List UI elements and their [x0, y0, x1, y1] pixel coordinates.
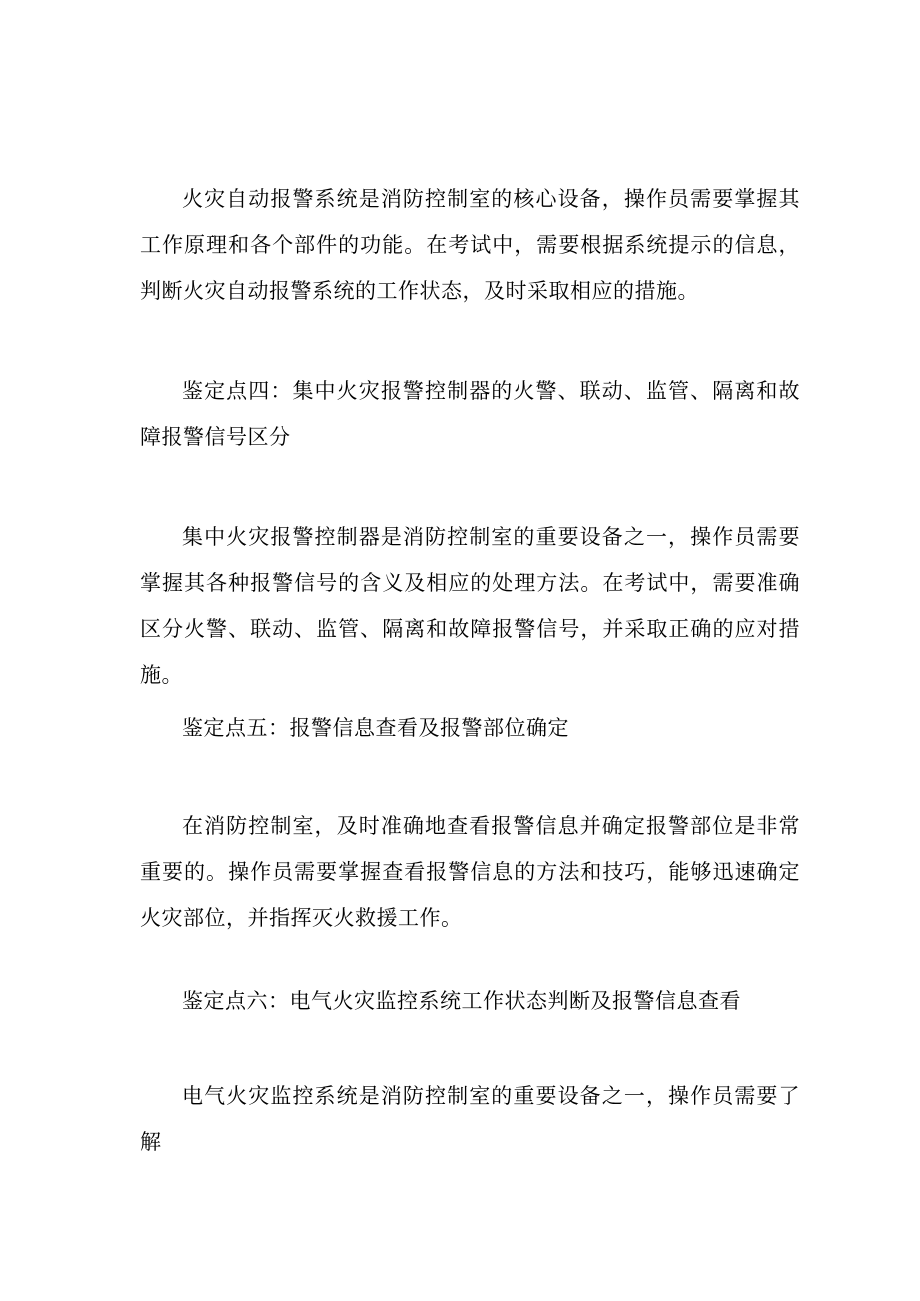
- section-heading: 鉴定点五：报警信息查看及报警部位确定: [182, 716, 569, 740]
- body-paragraph: 电气火灾监控系统是消防控制室的重要设备之一，操作员需要了解: [140, 1084, 800, 1154]
- body-paragraph: 火灾自动报警系统是消防控制室的核心设备，操作员需要掌握其工作原理和各个部件的功能。在考试中，需要根据系统提示的信息，判断火灾自动报警系统的工作状态，及时采取相应的措施。: [140, 187, 800, 303]
- body-paragraph: 集中火灾报警控制器是消防控制室的重要设备之一，操作员需要掌握其各种报警信号的含义及相应的处理方法。在考试中，需要准确区分火警、联动、监管、隔离和故障报警信号，并采取正确的应对措施。: [140, 525, 800, 687]
- section-heading: 鉴定点四：集中火灾报警控制器的火警、联动、监管、隔离和故障报警信号区分: [140, 379, 800, 449]
- body-paragraph: 在消防控制室，及时准确地查看报警信息并确定报警部位是非常重要的。操作员需要掌握查看报警信息的方法和技巧，能够迅速确定火灾部位，并指挥灭火救援工作。: [140, 814, 800, 930]
- section-heading: 鉴定点六：电气火灾监控系统工作状态判断及报警信息查看: [182, 989, 741, 1013]
